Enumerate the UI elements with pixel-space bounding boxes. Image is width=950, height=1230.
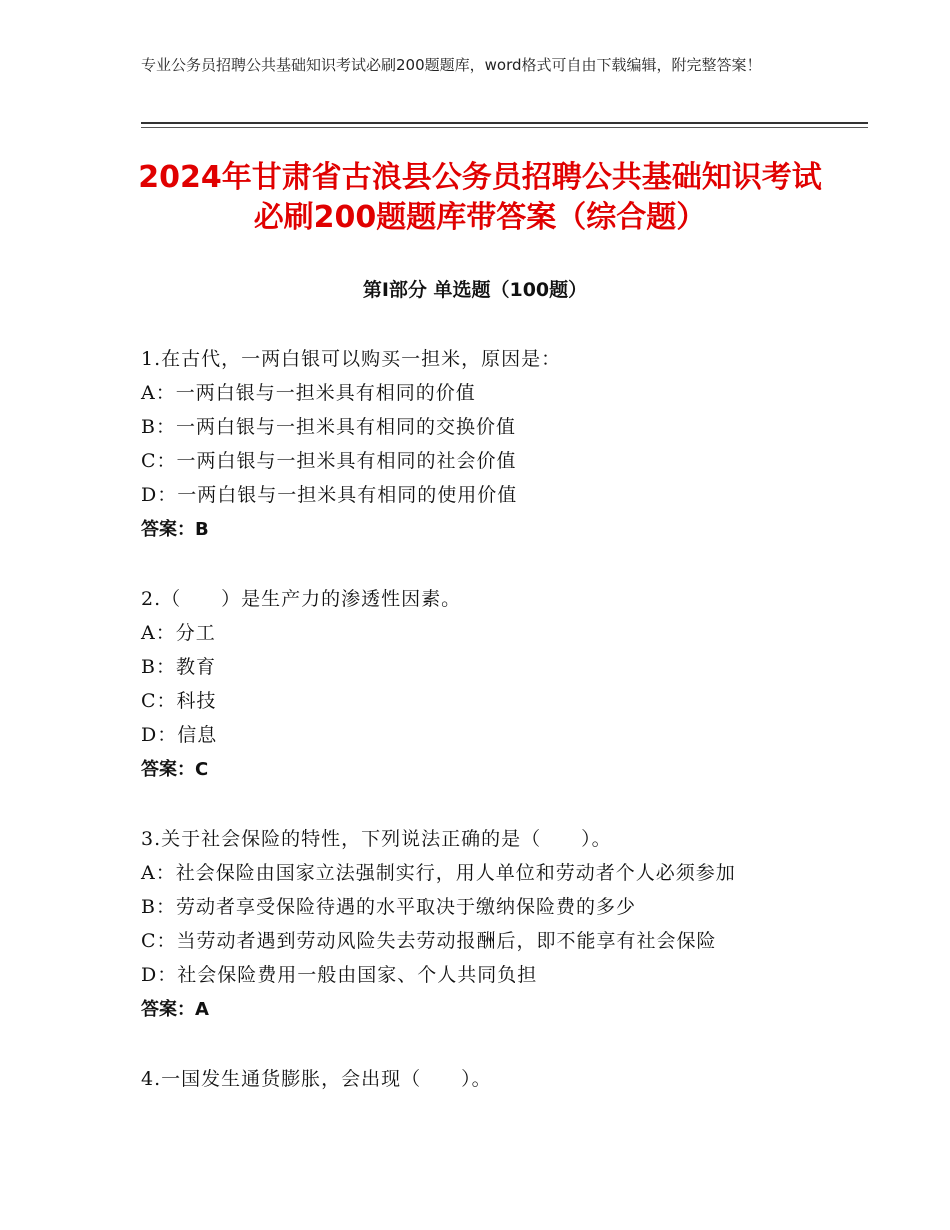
option-d: D：社会保险费用一般由国家、个人共同负担 [141,964,538,986]
question-list [141,342,861,1130]
option-d: D：一两白银与一担米具有相同的使用价值 [141,484,518,506]
question-4 [141,1062,861,1096]
option-b: B：一两白银与一担米具有相同的交换价值 [141,416,516,438]
document-title: 2024年甘肃省古浪县公务员招聘公共基础知识考试必刷200题题库带答案（综合题） [138,160,822,235]
header-rule [141,122,868,124]
question-stem: 3.关于社会保险的特性，下列说法正确的是（ ）。 [141,828,612,850]
option-a: A：一两白银与一担米具有相同的价值 [141,382,476,404]
option-b: B：教育 [141,656,216,678]
answer: 答案：C [141,759,209,780]
question-stem: 2.（ ）是生产力的渗透性因素。 [141,588,462,610]
answer: 答案：A [141,999,209,1020]
option-a: A：分工 [141,622,216,644]
option-d: D：信息 [141,724,218,746]
header-rule-thin [141,127,868,128]
option-a: A：社会保险由国家立法强制实行，用人单位和劳动者个人必须参加 [141,862,736,884]
answer: 答案：B [141,519,209,540]
option-c: C：当劳动者遇到劳动风险失去劳动报酬后，即不能享有社会保险 [141,930,717,952]
header-note: 专业公务员招聘公共基础知识考试必刷200题题库，word格式可自由下载编辑，附完整答案！ [141,56,762,74]
option-c: C：一两白银与一担米具有相同的社会价值 [141,450,517,472]
question-2 [141,582,861,788]
question-1 [141,342,861,548]
question-stem: 1.在古代，一两白银可以购买一担米，原因是： [141,348,562,370]
section-title: 第Ⅰ部分 单选题（100题） [362,279,588,301]
option-c: C：科技 [141,690,217,712]
question-stem: 4.一国发生通货膨胀，会出现（ ）。 [141,1068,492,1090]
option-b: B：劳动者享受保险待遇的水平取决于缴纳保险费的多少 [141,896,636,918]
question-3 [141,822,861,1028]
